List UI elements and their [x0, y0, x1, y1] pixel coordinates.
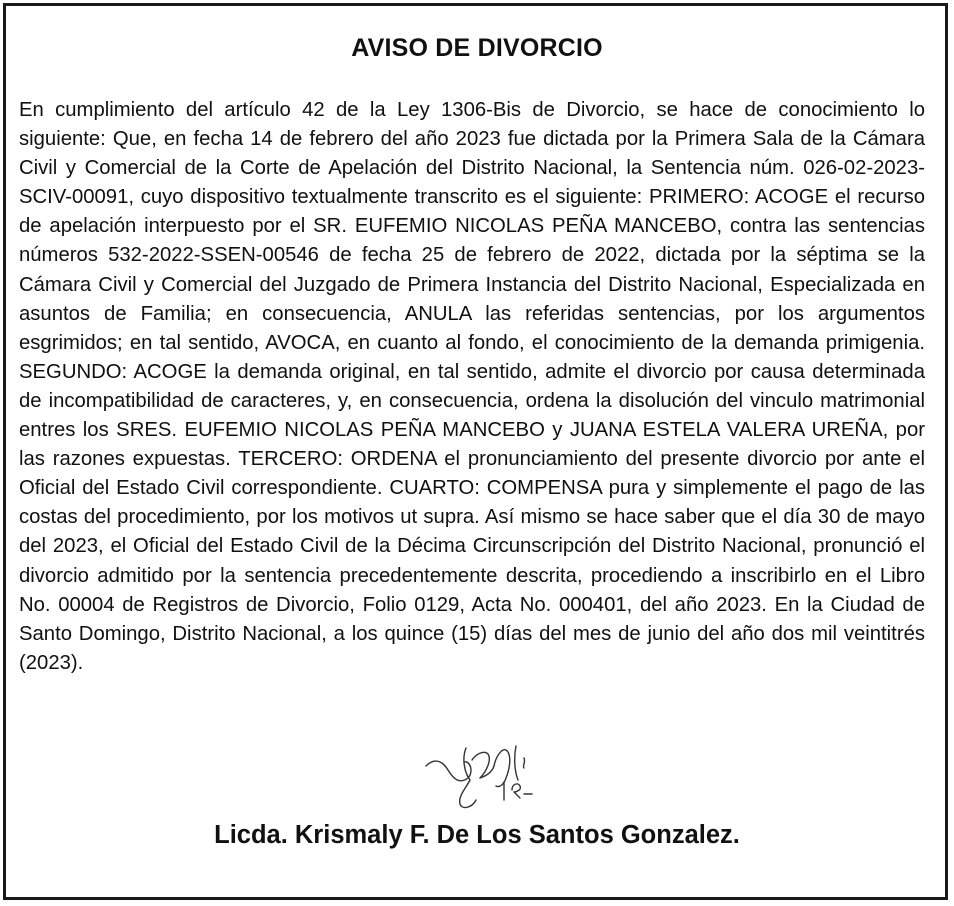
notice-body: En cumplimiento del artículo 42 de la Ley 1306-Bis de Divorcio, se hace de conocimiento lo siguiente: Que, en fecha 14 de febrero del año 2023 fue dictada por la Primera Sala de la Cámara Civil y Comercial de la Corte de Apelación del Distrito Nacional, la Sentencia núm. 026-02-2023-SCIV-00091, cuyo dispositivo textualmente transcrito es el siguiente: PRIMERO: ACOGE el recurso de apelación interpuesto por el SR. EUFEMIO NICOLAS PEÑA MANCEBO, contra las sentencias números 532-2022-SSEN-00546 de fecha 25 de febrero de 2022, dictada por la séptima se la Cámara Civil y Comercial del Juzgado de Primera Instancia del Distrito Nacional, Especializada en asuntos de Familia; en consecuencia, ANULA las referidas sentencias, por los argumentos esgrimidos; en tal sentido, AVOCA, en cuanto al fondo, el conocimiento de la demanda primigenia. SEGUNDO: ACOGE la demanda original, en tal sentido, admite el divorcio por causa determinada de incompatibilidad de caracteres, y, en consecuencia, ordena la disolución del vinculo matrimonial entres los SRES. EUFEMIO NICOLAS PEÑA MANCEBO y JUANA ESTELA VALERA UREÑA, por las razones expuestas. TERCERO: ORDENA el pronunciamiento del presente divorcio por ante el Oficial del Estado Civil correspondiente. CUARTO: COMPENSA pura y simplemente el pago de las costas del procedimiento, por los motivos ut supra. Así mismo se hace saber que el día 30 de mayo del 2023, el Oficial del Estado Civil de la Décima Circunscripción del Distrito Nacional, pronunció el divorcio admitido por la sentencia precedentemente descrita, procediendo a inscribirlo en el Libro No. 00004 de Registros de Divorcio, Folio 0129, Acta No. 000401, del año 2023. En la Ciudad de Santo Domingo, Distrito Nacional, a los quince (15) días del mes de junio del año dos mil veintitrés (2023).	[19, 99, 925, 674]
signer-name: Licda. Krismaly F. De Los Santos Gonzalez.	[214, 821, 740, 849]
notice-title: AVISO DE DIVORCIO	[351, 34, 603, 62]
handwritten-signature	[420, 738, 545, 816]
